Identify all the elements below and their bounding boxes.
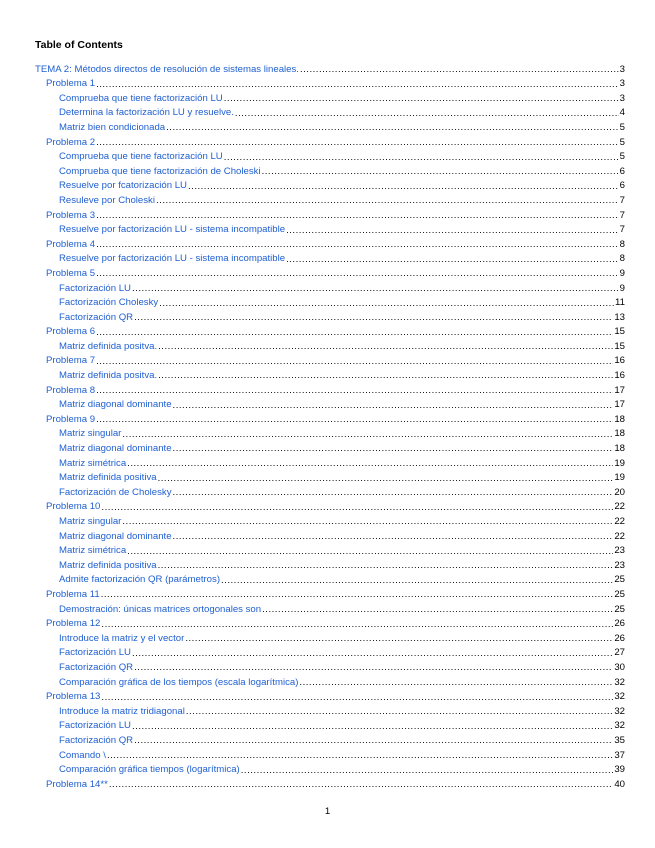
toc-entry-label: Resuelve por factorización LU - sistema incompatible <box>59 224 286 236</box>
dot-leader <box>96 415 613 425</box>
toc-entry-label: Matriz diagonal dominante <box>59 399 172 411</box>
toc-entry[interactable] <box>35 118 625 133</box>
toc-entry-page: 25 <box>614 603 625 615</box>
toc-entry-page: 9 <box>619 267 625 279</box>
toc-entry-page: 35 <box>614 734 625 746</box>
toc-entry-page: 6 <box>619 180 625 192</box>
toc-entry[interactable] <box>35 75 625 90</box>
toc-entry-page: 16 <box>614 355 625 367</box>
toc-entry-label: Matriz simétrica <box>59 545 127 557</box>
toc-entry-page: 40 <box>614 778 625 790</box>
dot-leader <box>132 722 613 732</box>
toc-entry[interactable] <box>35 177 625 192</box>
toc-entry-page: 26 <box>614 618 625 630</box>
dot-leader <box>96 328 613 338</box>
dot-leader <box>173 488 614 498</box>
toc-entry[interactable] <box>35 702 625 717</box>
toc-entry-label: Factorización LU <box>59 647 131 659</box>
toc-entry[interactable] <box>35 775 625 790</box>
toc-entry[interactable] <box>35 600 625 615</box>
dot-leader <box>262 167 619 177</box>
dot-leader <box>101 590 614 600</box>
toc-entry[interactable] <box>35 673 625 688</box>
toc-entry-label: Problema 13 <box>46 691 101 703</box>
toc-entry-label: Factorización QR <box>59 734 134 746</box>
toc-entry-label: Matriz bien condicionada <box>59 121 166 133</box>
toc-entry[interactable] <box>35 221 625 236</box>
toc-entry-label: Factorización de Cholesky <box>59 486 172 498</box>
dot-leader <box>132 649 613 659</box>
dot-leader <box>235 109 619 119</box>
toc-entry-page: 20 <box>614 486 625 498</box>
toc-entry-label: Problema 6 <box>46 326 96 338</box>
toc-entry[interactable] <box>35 542 625 557</box>
toc-entry-label: TEMA 2: Métodos directos de resolución de sistemas lineales. <box>35 63 299 75</box>
toc-entry[interactable] <box>35 352 625 367</box>
toc-entry-label: Matriz definida positiva <box>59 472 157 484</box>
toc-entry[interactable] <box>35 250 625 265</box>
toc-entry[interactable] <box>35 410 625 425</box>
toc-entry-page: 9 <box>619 282 625 294</box>
toc-entry-page: 25 <box>614 588 625 600</box>
toc-entry-page: 19 <box>614 457 625 469</box>
dot-leader <box>109 780 613 790</box>
toc-entry-page: 6 <box>619 165 625 177</box>
toc-entry-label: Matriz diagonal dominante <box>59 443 172 455</box>
dot-leader <box>158 371 613 381</box>
toc-entry-page: 3 <box>619 78 625 90</box>
dot-leader <box>241 766 614 776</box>
toc-entry[interactable] <box>35 571 625 586</box>
dot-leader <box>134 663 613 673</box>
dot-leader <box>300 65 619 75</box>
toc-entry-label: Problema 1 <box>46 78 96 90</box>
toc-entry-page: 13 <box>614 311 625 323</box>
dot-leader <box>96 386 613 396</box>
toc-entry-page: 23 <box>614 545 625 557</box>
toc-entry-label: Comparación gráfica de los tiempos (escala logarítmica) <box>59 676 299 688</box>
dot-leader <box>286 255 619 265</box>
toc-entry[interactable] <box>35 615 625 630</box>
toc-entry-label: Problema 10 <box>46 501 101 513</box>
dot-leader <box>173 444 614 454</box>
toc-entry-label: Factorización LU <box>59 282 131 294</box>
dot-leader <box>132 284 619 294</box>
toc-entry[interactable] <box>35 89 625 104</box>
dot-leader <box>96 269 619 279</box>
dot-leader <box>221 576 613 586</box>
dot-leader <box>158 474 614 484</box>
dot-leader <box>96 80 619 90</box>
toc-entry[interactable] <box>35 366 625 381</box>
toc-entry[interactable] <box>35 527 625 542</box>
dot-leader <box>107 751 613 761</box>
toc-entry-page: 15 <box>614 326 625 338</box>
toc-entry[interactable] <box>35 746 625 761</box>
toc-entry-label: Factorización LU <box>59 720 131 732</box>
dot-leader <box>127 547 613 557</box>
toc-entry-page: 7 <box>619 224 625 236</box>
dot-leader <box>96 211 619 221</box>
toc-entry-page: 18 <box>614 428 625 440</box>
toc-entry-label: Problema 4 <box>46 238 96 250</box>
toc-entry-page: 25 <box>614 574 625 586</box>
toc-entry[interactable] <box>35 381 625 396</box>
dot-leader <box>262 605 613 615</box>
toc-entry[interactable] <box>35 206 625 221</box>
toc-entry[interactable] <box>35 235 625 250</box>
toc-entry[interactable] <box>35 644 625 659</box>
toc-entry-page: 22 <box>614 530 625 542</box>
toc-entry[interactable] <box>35 148 625 163</box>
dot-leader <box>134 313 613 323</box>
toc-entry-label: Matriz diagonal dominante <box>59 530 172 542</box>
toc-entry-page: 5 <box>619 151 625 163</box>
toc-entry[interactable] <box>35 717 625 732</box>
toc-entry-label: Matriz singular <box>59 516 122 527</box>
toc-entry-page: 8 <box>619 253 625 265</box>
toc-entry-label: Comparación gráfica tiempos (logarítmica) <box>59 764 240 776</box>
toc-entry-label: Problema 14** <box>46 778 108 790</box>
toc-entry[interactable] <box>35 162 625 177</box>
dot-leader <box>299 678 613 688</box>
toc-entry[interactable] <box>35 279 625 294</box>
toc-entry[interactable] <box>35 483 625 498</box>
toc-entry-label: Problema 7 <box>46 355 96 367</box>
toc-title: Table of Contents <box>35 39 123 51</box>
toc-entry-page: 39 <box>614 764 625 776</box>
toc-entry-label: Factorización QR <box>59 661 134 673</box>
toc-entry[interactable] <box>35 191 625 206</box>
toc-entry-label: Problema 5 <box>46 267 96 279</box>
toc-entry-label: Demostración: únicas matrices ortogonales son <box>59 603 262 615</box>
toc-entry-label: Resuelve por fcatorización LU <box>59 180 187 192</box>
toc-entry-page: 5 <box>619 121 625 133</box>
toc-entry-page: 17 <box>614 399 625 411</box>
dot-leader <box>96 357 613 367</box>
toc-entry-label: Problema 11 <box>46 588 100 600</box>
toc-entry-page: 22 <box>614 516 625 527</box>
toc-entry-page: 26 <box>614 632 625 644</box>
toc-entry-label: Matriz definida positva. <box>59 340 158 352</box>
toc-entry-label: Introduce la matriz y el vector <box>59 632 185 644</box>
dot-leader <box>122 430 613 440</box>
toc-entry-page: 32 <box>614 705 625 717</box>
toc-entry-label: Factorización QR <box>59 311 134 323</box>
dot-leader <box>156 196 619 206</box>
toc-entry-page: 22 <box>614 501 625 513</box>
dot-leader <box>158 342 613 352</box>
dot-leader <box>224 153 619 163</box>
toc-entry[interactable] <box>35 337 625 352</box>
toc-entry[interactable] <box>35 731 625 746</box>
dot-leader <box>185 634 613 644</box>
toc-entry-page: 16 <box>614 370 625 382</box>
toc-entry-label: Determina la factorización LU y resuelve. <box>59 107 234 119</box>
toc-entry-page: 15 <box>614 340 625 352</box>
toc-entry-page: 3 <box>619 92 625 104</box>
toc-entry[interactable] <box>35 658 625 673</box>
table-of-contents <box>35 60 625 790</box>
toc-entry-page: 32 <box>614 676 625 688</box>
dot-leader <box>101 503 613 513</box>
dot-leader <box>134 736 613 746</box>
toc-entry[interactable] <box>35 439 625 454</box>
toc-entry-label: Comprueba que tiene factorización LU <box>59 92 223 104</box>
toc-entry-page: 18 <box>614 443 625 455</box>
dot-leader <box>173 401 614 411</box>
toc-entry-page: 37 <box>614 749 625 761</box>
toc-entry-page: 7 <box>619 194 625 206</box>
toc-entry[interactable] <box>35 585 625 600</box>
toc-entry-label: Problema 9 <box>46 413 96 425</box>
toc-entry-label: Matriz definida positva. <box>59 370 158 382</box>
page-number: 1 <box>324 806 331 817</box>
toc-entry[interactable] <box>35 104 625 119</box>
toc-entry[interactable] <box>35 396 625 411</box>
toc-entry-label: Factorización Cholesky <box>59 297 159 309</box>
dot-leader <box>159 299 614 309</box>
toc-entry[interactable] <box>35 469 625 484</box>
toc-entry-label: Problema 8 <box>46 384 96 396</box>
toc-entry-label: Matriz definida positiva <box>59 559 157 571</box>
toc-entry[interactable] <box>35 629 625 644</box>
toc-entry-page: 17 <box>614 384 625 396</box>
toc-entry-page: 30 <box>614 661 625 673</box>
dot-leader <box>96 240 619 250</box>
toc-entry-page: 8 <box>619 238 625 250</box>
dot-leader <box>186 707 613 717</box>
dot-leader <box>101 693 613 703</box>
toc-entry-label: Problema 3 <box>46 209 96 221</box>
toc-entry[interactable] <box>35 133 625 148</box>
toc-entry-label: Admite factorización QR (parámetros) <box>59 574 221 586</box>
toc-entry-page: 32 <box>614 691 625 703</box>
dot-leader <box>166 123 619 133</box>
toc-entry-page: 5 <box>619 136 625 148</box>
toc-entry[interactable] <box>35 264 625 279</box>
toc-entry[interactable] <box>35 556 625 571</box>
toc-entry-page: 11 <box>615 297 625 309</box>
toc-entry[interactable] <box>35 454 625 469</box>
dot-leader <box>122 517 613 527</box>
toc-entry[interactable] <box>35 294 625 309</box>
toc-entry-page: 4 <box>619 107 625 119</box>
toc-entry-page: 3 <box>619 63 625 75</box>
dot-leader <box>286 226 619 236</box>
toc-entry-page: 27 <box>614 647 625 659</box>
toc-entry-page: 32 <box>614 720 625 732</box>
toc-entry-label: Matriz simétrica <box>59 457 127 469</box>
toc-entry-page: 19 <box>614 472 625 484</box>
toc-entry[interactable] <box>35 60 625 75</box>
toc-entry-page: 23 <box>614 559 625 571</box>
toc-entry-label: Resuelve por factorización LU - sistema incompatible <box>59 253 286 265</box>
toc-entry-label: Matriz singular <box>59 428 122 440</box>
toc-entry-label: Resuleve por Choleski <box>59 194 155 206</box>
dot-leader <box>101 620 613 630</box>
toc-entry-label: Comprueba que tiene factorización LU <box>59 151 223 163</box>
dot-leader <box>224 94 619 104</box>
dot-leader <box>127 459 613 469</box>
dot-leader <box>158 561 614 571</box>
toc-entry[interactable] <box>35 425 625 440</box>
dot-leader <box>188 182 619 192</box>
toc-entry-page: 7 <box>619 209 625 221</box>
toc-entry[interactable] <box>35 498 625 513</box>
toc-entry[interactable] <box>35 308 625 323</box>
toc-entry-label: Problema 2 <box>46 136 96 148</box>
toc-entry-label: Comando \ <box>59 749 106 761</box>
toc-entry-label: Comprueba que tiene factorización de Choleski <box>59 165 261 177</box>
toc-entry-page: 18 <box>614 413 625 425</box>
dot-leader <box>96 138 619 148</box>
toc-entry-label: Introduce la matriz tridiagonal <box>59 705 185 717</box>
toc-entry-label: Problema 12 <box>46 618 101 630</box>
toc-entry[interactable] <box>35 761 625 776</box>
toc-entry[interactable] <box>35 688 625 703</box>
toc-entry[interactable] <box>35 323 625 338</box>
dot-leader <box>173 532 614 542</box>
toc-entry[interactable] <box>35 512 625 527</box>
